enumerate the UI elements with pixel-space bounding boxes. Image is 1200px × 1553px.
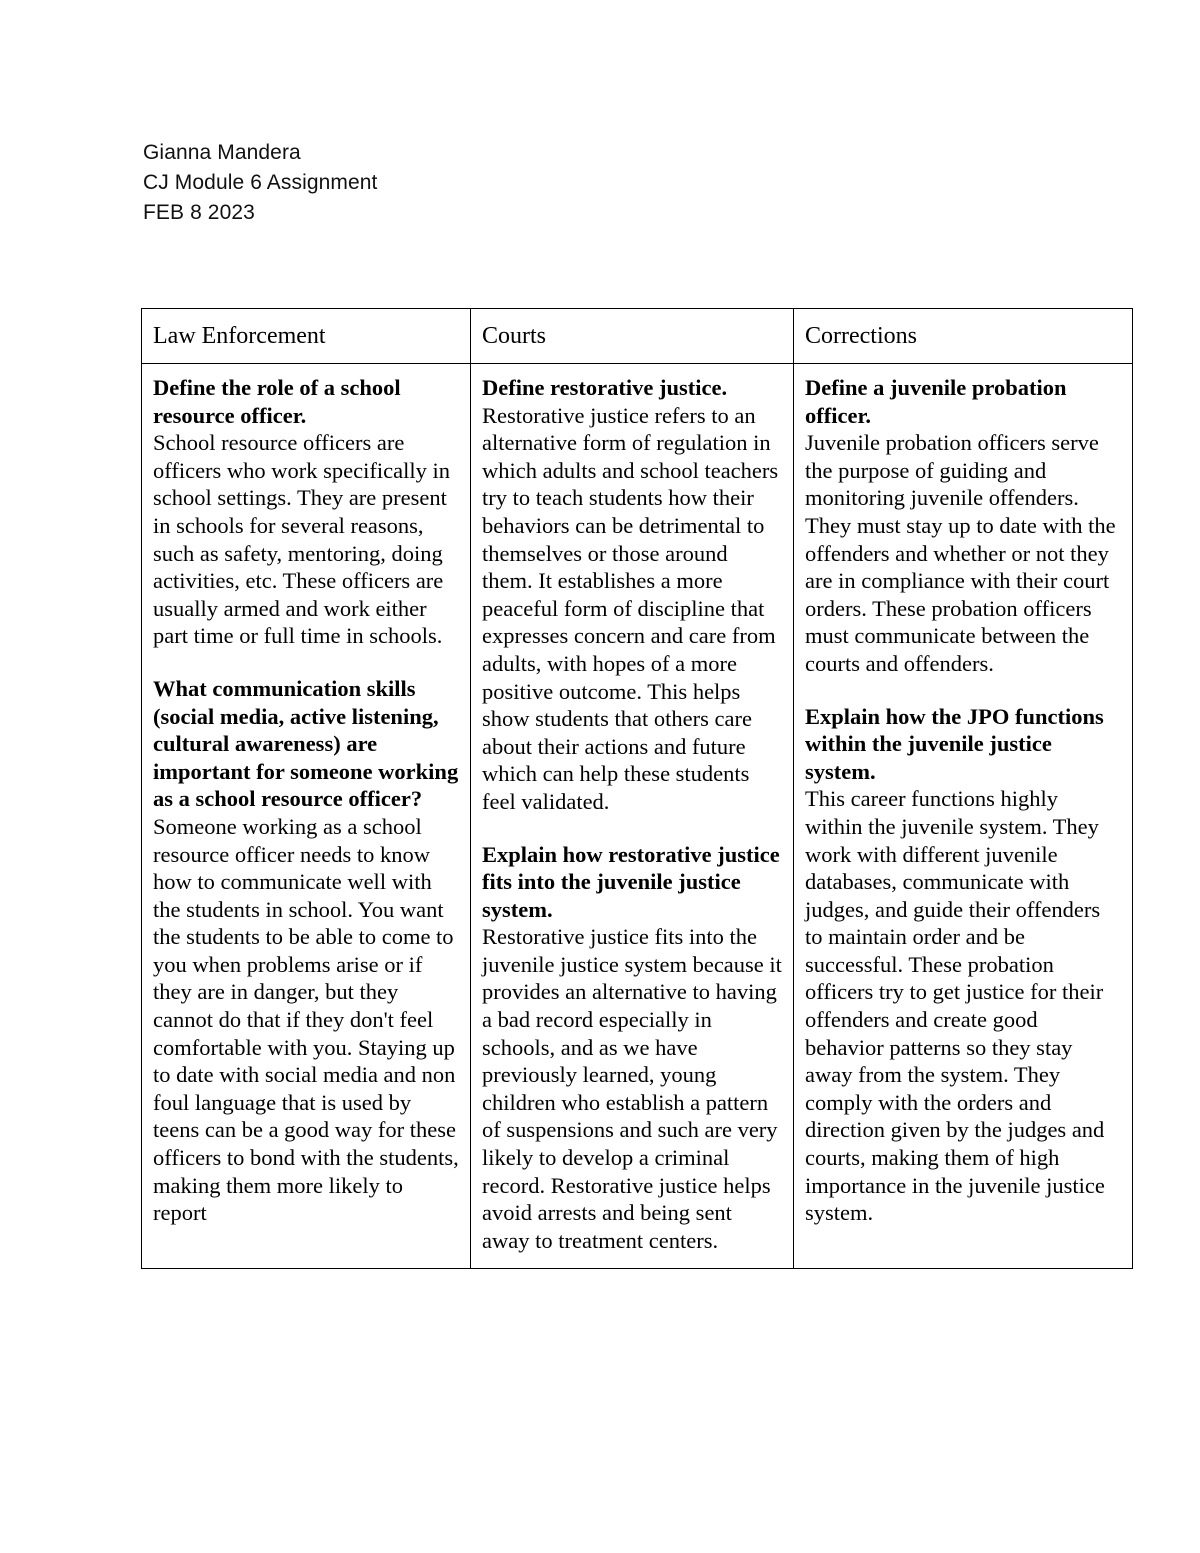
document-header [143,138,843,228]
courts-answer-2: Restorative justice fits into the juvenile justice system because it provides an alternative to having a bad record especially in schools, and as we have previously learned, young children who establish a pattern of suspensions and such are very likely to develop a criminal record. Restorative justice helps avoid arrests and being sent away to treatment centers. [482,924,782,1253]
table-content-row [142,364,1133,1269]
law-enforcement-question-1: Define the role of a school resource officer. [153,375,401,428]
assignment-title: CJ Module 6 Assignment [143,171,378,194]
column-header-law-enforcement: Law Enforcement [142,309,471,364]
cell-courts [471,364,794,1269]
law-enforcement-question-2: What communication skills (social media, active listening, cultural awareness) are important for someone working as a school resource officer? [153,675,459,812]
assignment-date: FEB 8 2023 [143,201,255,224]
column-header-courts: Courts [471,309,794,364]
author-name: Gianna Mandera [143,141,301,164]
cell-corrections [794,364,1133,1269]
courts-answer-1: Restorative justice refers to an alternative form of regulation in which adults and school teachers try to teach students how their behaviors can be detrimental to themselves or those around them. It establishes a more peaceful form of discipline that expresses concern and care from adults, with hopes of a more positive outcome. This helps show students that others care about their actions and future which can help these students feel validated. [482,402,779,814]
corrections-answer-1: Juvenile probation officers serve the purpose of guiding and monitoring juvenile offenders. They must stay up to date with the offenders and whether or not they are in compliance with their court orders. These probation officers must communicate between the courts and offenders. [805,430,1116,676]
corrections-question-1: Define a juvenile probation officer. [805,375,1067,428]
corrections-answer-2: This career functions highly within the juvenile system. They work with different juvenile databases, communicate with judges, and guide their offenders to maintain order and be successful. These probation officers try to get justice for their offenders and create good behavior patterns so they stay away from the system. They comply with the orders and direction given by the judges and courts, making them of high importance in the juvenile justice system. [805,786,1105,1226]
law-enforcement-answer-2: Someone working as a school resource officer needs to know how to communicate well with the students in school. You want the students to be able to come to you when problems arise or if they are in danger, but they cannot do that if they don't feel comfortable with you. Staying up to date with social media and non foul language that is used by teens can be a good way for these officers to bond with the students, making them more likely to report [153,813,459,1226]
cell-law-enforcement [142,364,471,1269]
law-enforcement-answer-1: School resource officers are officers who work specifically in school settings. They are present in schools for several reasons, such as safety, mentoring, doing activities, etc. These officers are usually armed and work either part time or full time in schools. [153,430,450,649]
column-header-corrections: Corrections [794,309,1133,364]
courts-question-1: Define restorative justice. [482,375,728,400]
comparison-table [141,308,1133,1269]
courts-question-2: Explain how restorative justice fits into the juvenile justice system. [482,841,780,922]
corrections-question-2: Explain how the JPO functions within the juvenile justice system. [805,703,1104,784]
table-header-row [142,309,1133,364]
